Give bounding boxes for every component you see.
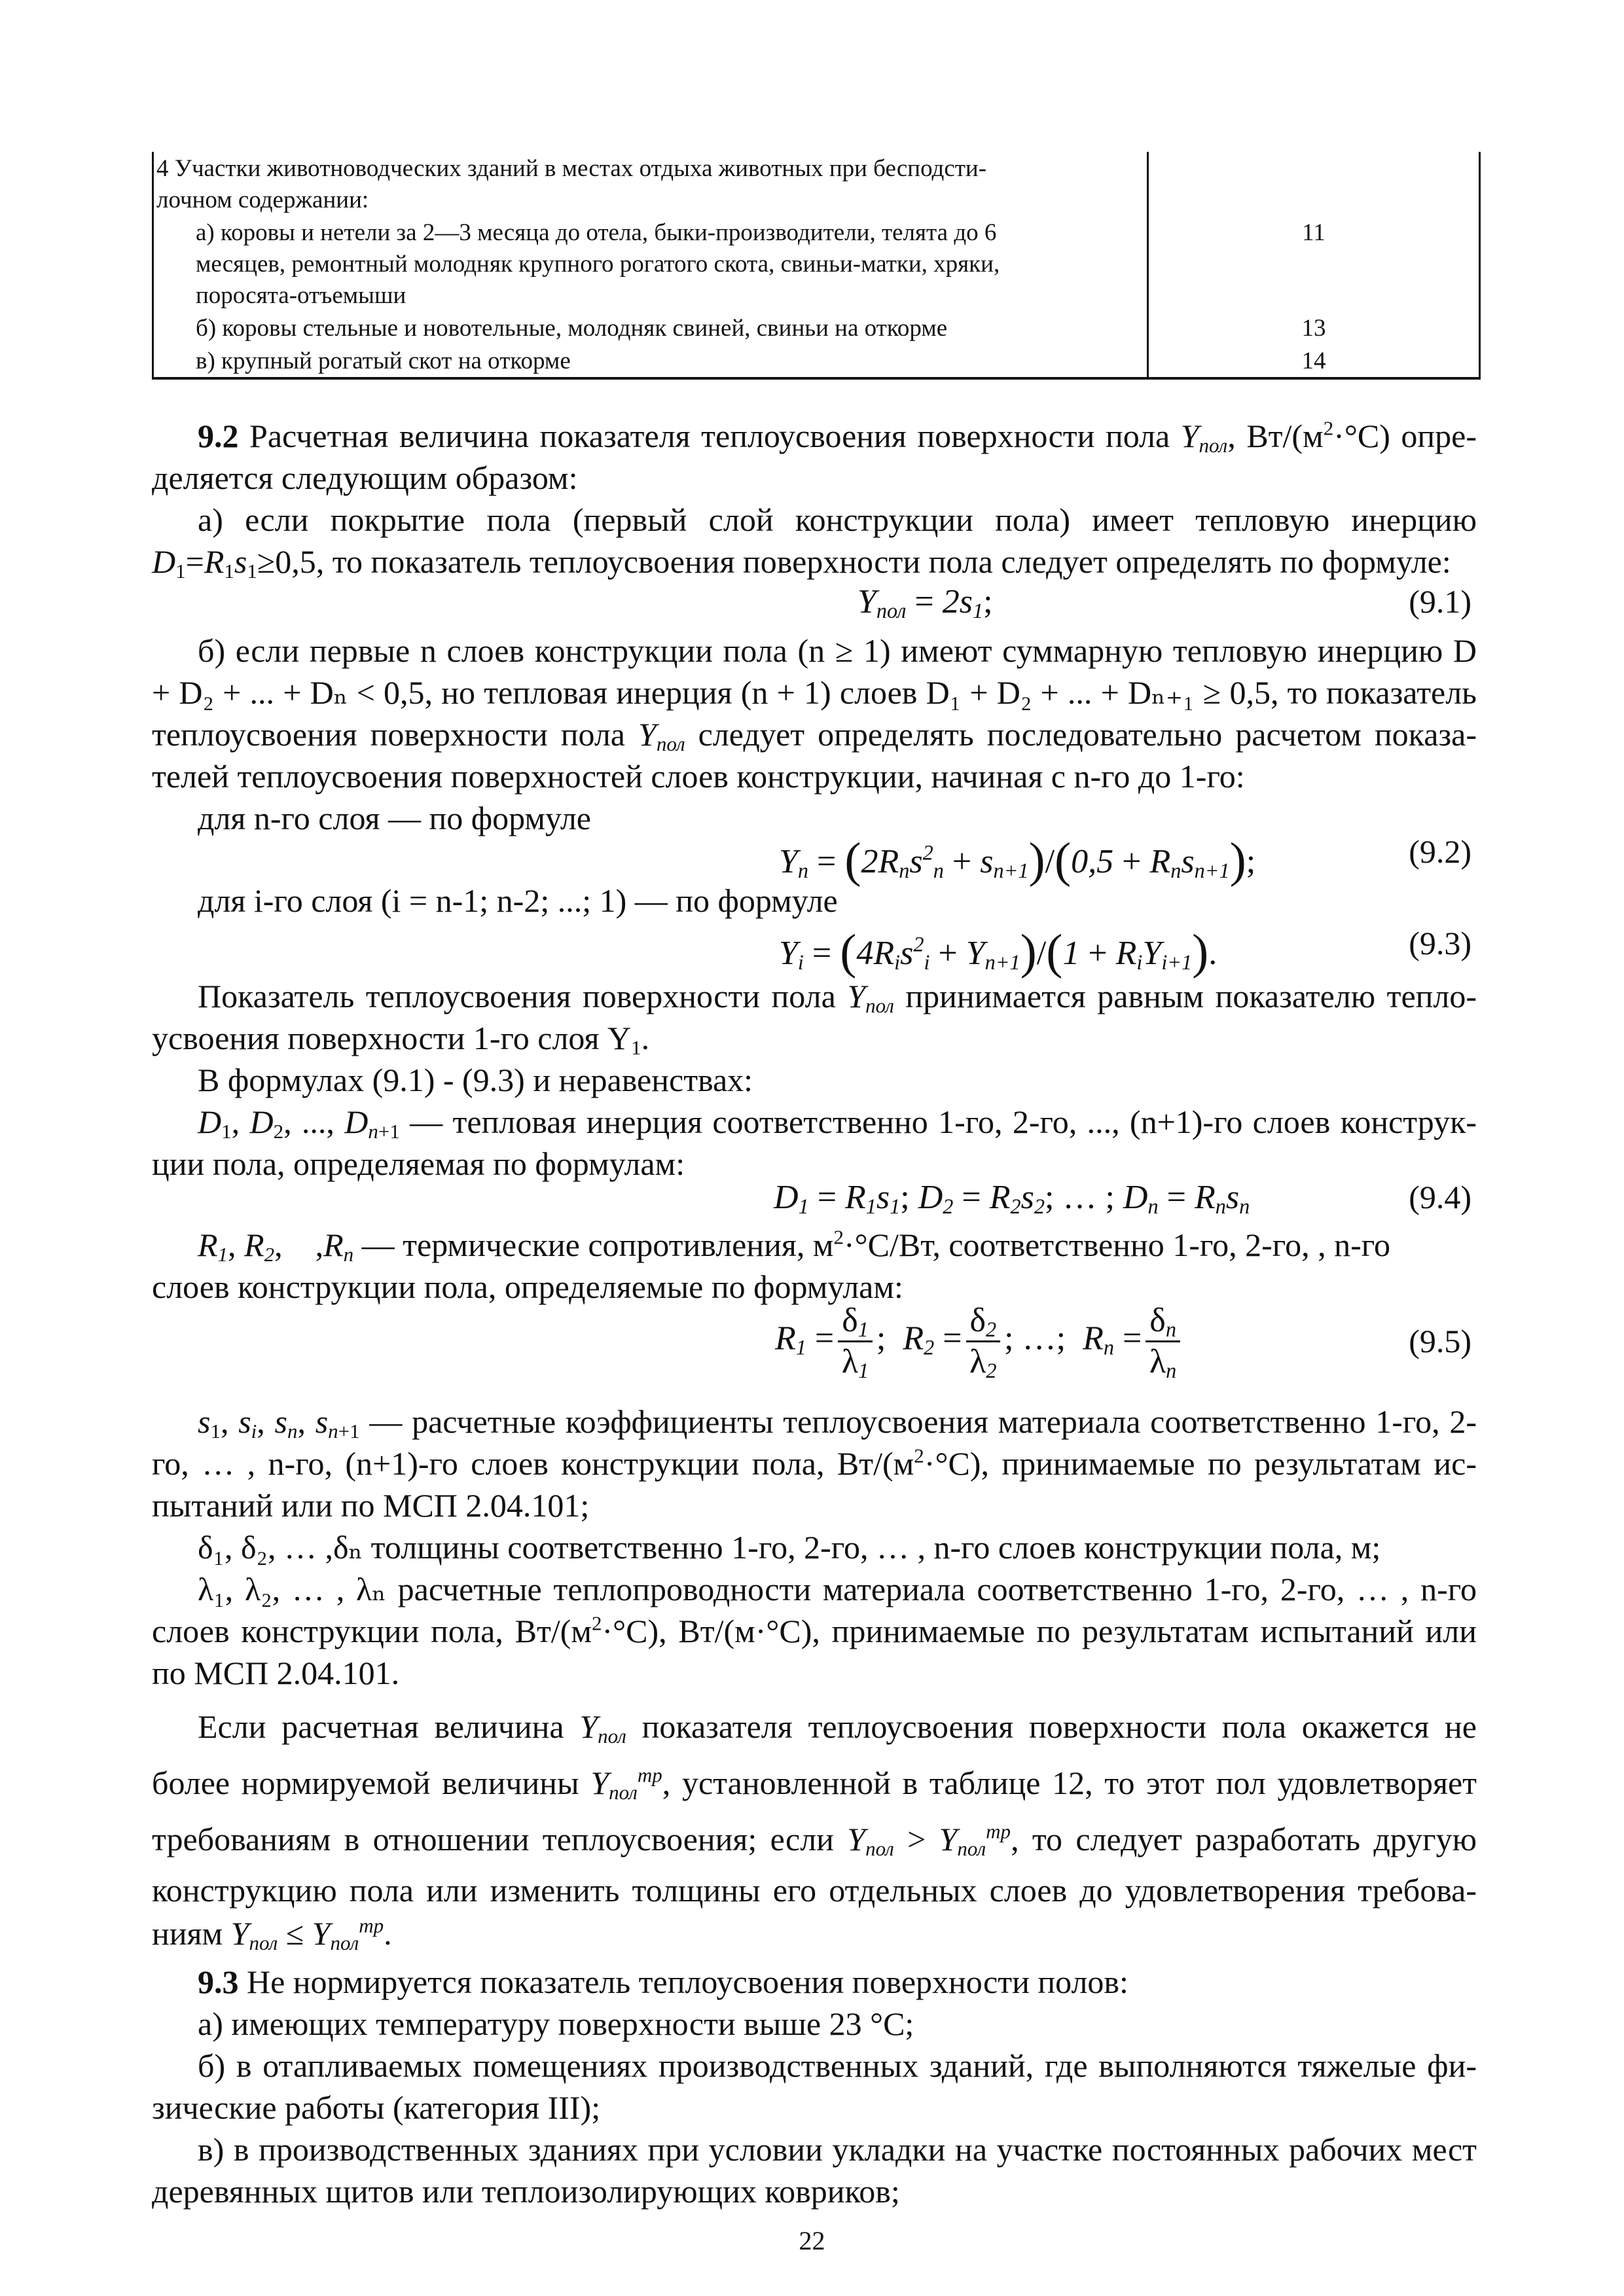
table-row bbox=[154, 312, 1479, 344]
table-value: 13 bbox=[1301, 315, 1326, 342]
table-cell: в) крупный рогатый скот на откорме bbox=[196, 348, 571, 374]
table-cell: месяцев, ремонтный молодняк крупного рогатого скота, свиньи-матки, хряки, bbox=[196, 251, 1000, 278]
formula-number: (9.4) bbox=[1409, 1179, 1471, 1215]
table-cell: поросята-отъемыши bbox=[196, 282, 406, 309]
paragraph: + D₂ + ... + Dₙ < 0,5, но тепловая инерция (n + 1) слоев D₁ + D₂ + ... + Dₙ₊₁ ≥ 0,5, то показатель bbox=[152, 674, 1477, 711]
paragraph: пытаний или по МСП 2.04.101; bbox=[152, 1487, 590, 1524]
paragraph: деревянных щитов или теплоизолирующих ковриков; bbox=[152, 2173, 900, 2210]
paragraph: 9.2 Расчетная величина показателя теплоусвоения поверхности пола $Y_{пол}$, $Вт/(м^2\cdot^\circ С)$ опре- bbox=[198, 416, 1477, 457]
paragraph: слоев конструкции пола, определяемые по формулам: bbox=[152, 1268, 903, 1305]
paragraph: телей теплоусвоения поверхностей слоев конструкции, начиная с n-го до 1-го: bbox=[152, 758, 1245, 795]
table-cell: а) коровы и нетели за 2—3 месяца до отела, быки-производители, телята до 6 bbox=[196, 219, 997, 246]
paragraph: теплоусвоения поверхности пола $Y_{пол}$ следует определять последовательно расчетом показа- bbox=[152, 716, 1477, 755]
paragraph: $R_1$, $R_2$, $,R_n$ — термические сопротивления, $м^2\cdot^\circ С/Вт$, соответственно 1-го, 2-го, , n-го bbox=[198, 1225, 1390, 1266]
table-cell: б) коровы стельные и новотельные, молодняк свиней, свиньи на откорме bbox=[196, 315, 948, 342]
paragraph: Если расчетная величина $Y_{пол}$ показателя теплоусвоения поверхности пола окажется не bbox=[198, 1708, 1477, 1748]
paragraph: ниям $Y_{пол} \le Y_{пол}^{тр}$. bbox=[152, 1914, 392, 1954]
table-cell: лочном содержании: bbox=[156, 187, 369, 213]
formula-number: (9.1) bbox=[1409, 583, 1471, 620]
paragraph: б) если первые n слоев конструкции пола (n ≥ 1) имеют суммарную тепловую инерцию D bbox=[198, 632, 1477, 669]
table-row bbox=[154, 152, 1479, 216]
paragraph: зические работы (категория III); bbox=[152, 2089, 601, 2126]
paragraph: конструкцию пола или изменить толщины его отдельных слоев до удовлетворения требова- bbox=[152, 1872, 1477, 1909]
paragraph: λ₁, λ₂, … , λₙ расчетные теплопроводности материала соответственно 1-го, 2-го, … , n-го bbox=[198, 1571, 1477, 1607]
table-value: 11 bbox=[1302, 219, 1326, 246]
paragraph: $D_1=R_1s_1\ge 0,5$, то показатель теплоусвоения поверхности пола следует определять по формуле: bbox=[152, 543, 1451, 583]
formula-number: (9.2) bbox=[1409, 833, 1471, 870]
section-number: 9.3 bbox=[198, 1964, 239, 2000]
paragraph: в) в производственных зданиях при условии укладки на участке постоянных рабочих мест bbox=[198, 2131, 1477, 2168]
formula-9-4: $D_1 = R_1s_1$; $D_2 = R_2s_2$; … ; $D_n = R_ns_n$ (9.4) bbox=[774, 1179, 1471, 1219]
paragraph: δ₁, δ₂, … ,δₙ толщины соответственно 1-го, 2-го, … , n-го слоев конструкции пола, м; bbox=[198, 1529, 1381, 1566]
norms-table bbox=[152, 152, 1481, 380]
paragraph: го, … , n-го, (n+1)-го слоев конструкции пола, $Вт/(м^2\cdot^\circ С)$, принимаемые по результатам ис- bbox=[152, 1444, 1477, 1482]
paragraph: по МСП 2.04.101. bbox=[152, 1655, 400, 1691]
paragraph: ции пола, определяемая по формулам: bbox=[152, 1145, 685, 1182]
paragraph: $s_1$, $s_i$, $s_n$, $s_{n+1}$ — расчетные коэффициенты теплоусвоения материала соответственно 1-го, 2- bbox=[198, 1403, 1477, 1443]
table-row bbox=[154, 344, 1479, 377]
table-value: 14 bbox=[1301, 348, 1326, 374]
paragraph: усвоения поверхности 1-го слоя $Y_1$. bbox=[152, 1020, 650, 1059]
paragraph: требованиям в отношении теплоусвоения; если $Y_{пол} > Y_{пол}^{тр}$, то следует разработать другую bbox=[152, 1820, 1477, 1860]
paragraph: слоев конструкции пола, $Вт/(м^2\cdot^\circ С)$, Вт/(м·°С), принимаемые по результатам испытаний или bbox=[152, 1611, 1477, 1649]
formula-number: (9.3) bbox=[1409, 925, 1471, 961]
formula-9-5: $R_1$ = $\frac{\delta_1}{\lambda_1}$ ; $R_2$ = $\frac{\delta_2}{\lambda_2}$ ; …; $R_n$ = $\frac{\delta_n}{\lambda_n}$ (9.5) bbox=[775, 1302, 1471, 1383]
paragraph: Показатель теплоусвоения поверхности пола $Y_{пол}$ принимается равным показателю тепло- bbox=[198, 978, 1477, 1017]
formula-number: (9.5) bbox=[1409, 1323, 1471, 1359]
formula-9-3: $Y_i = (4R_is^2_i + Y_{n+1})/(1 + R_iY_{i+1})$. (9.3) bbox=[779, 925, 1471, 979]
paragraph: $D_1$, $D_2$, ..., $D_{n+1}$ — тепловая инерция соответственно 1-го, 2-го, ..., (n+1)-го слоев конструк- bbox=[198, 1103, 1477, 1143]
paragraph: В формулах (9.1) - (9.3) и неравенствах: bbox=[198, 1062, 753, 1098]
paragraph: б) в отапливаемых помещениях производственных зданий, где выполняются тяжелые фи- bbox=[198, 2047, 1477, 2084]
paragraph: 9.3 Не нормируется показатель теплоусвоения поверхности полов: bbox=[198, 1964, 1128, 2000]
paragraph: для i-го слоя (i = n-1; n-2; ...; 1) — по формуле bbox=[198, 882, 838, 919]
paragraph: деляется следующим образом: bbox=[152, 459, 578, 496]
page-number: 22 bbox=[799, 2226, 825, 2255]
table-cell: 4 Участки животноводческих зданий в местах отдыха животных при бесподсти- bbox=[156, 155, 987, 182]
section-number: 9.2 bbox=[198, 418, 239, 454]
paragraph: а) если покрытие пола (первый слой конструкции пола) имеет тепловую инерцию bbox=[198, 501, 1477, 538]
paragraph: более нормируемой величины $Y_{пол}^{тр}$, установленной в таблице 12, то этот пол удовлетворяет bbox=[152, 1763, 1477, 1804]
formula-9-2: $Y_n = (2R_ns^2_n + s_{n+1})/(0,5 + R_ns_{n+1})$; (9.2) bbox=[779, 833, 1471, 888]
paragraph: а) имеющих температуру поверхности выше 23 °С; bbox=[198, 2005, 914, 2042]
formula-9-1: $Y_{пол} = 2s_1$; (9.1) bbox=[857, 583, 1471, 623]
paragraph: для n-го слоя — по формуле bbox=[198, 800, 591, 836]
table-row bbox=[154, 216, 1479, 312]
